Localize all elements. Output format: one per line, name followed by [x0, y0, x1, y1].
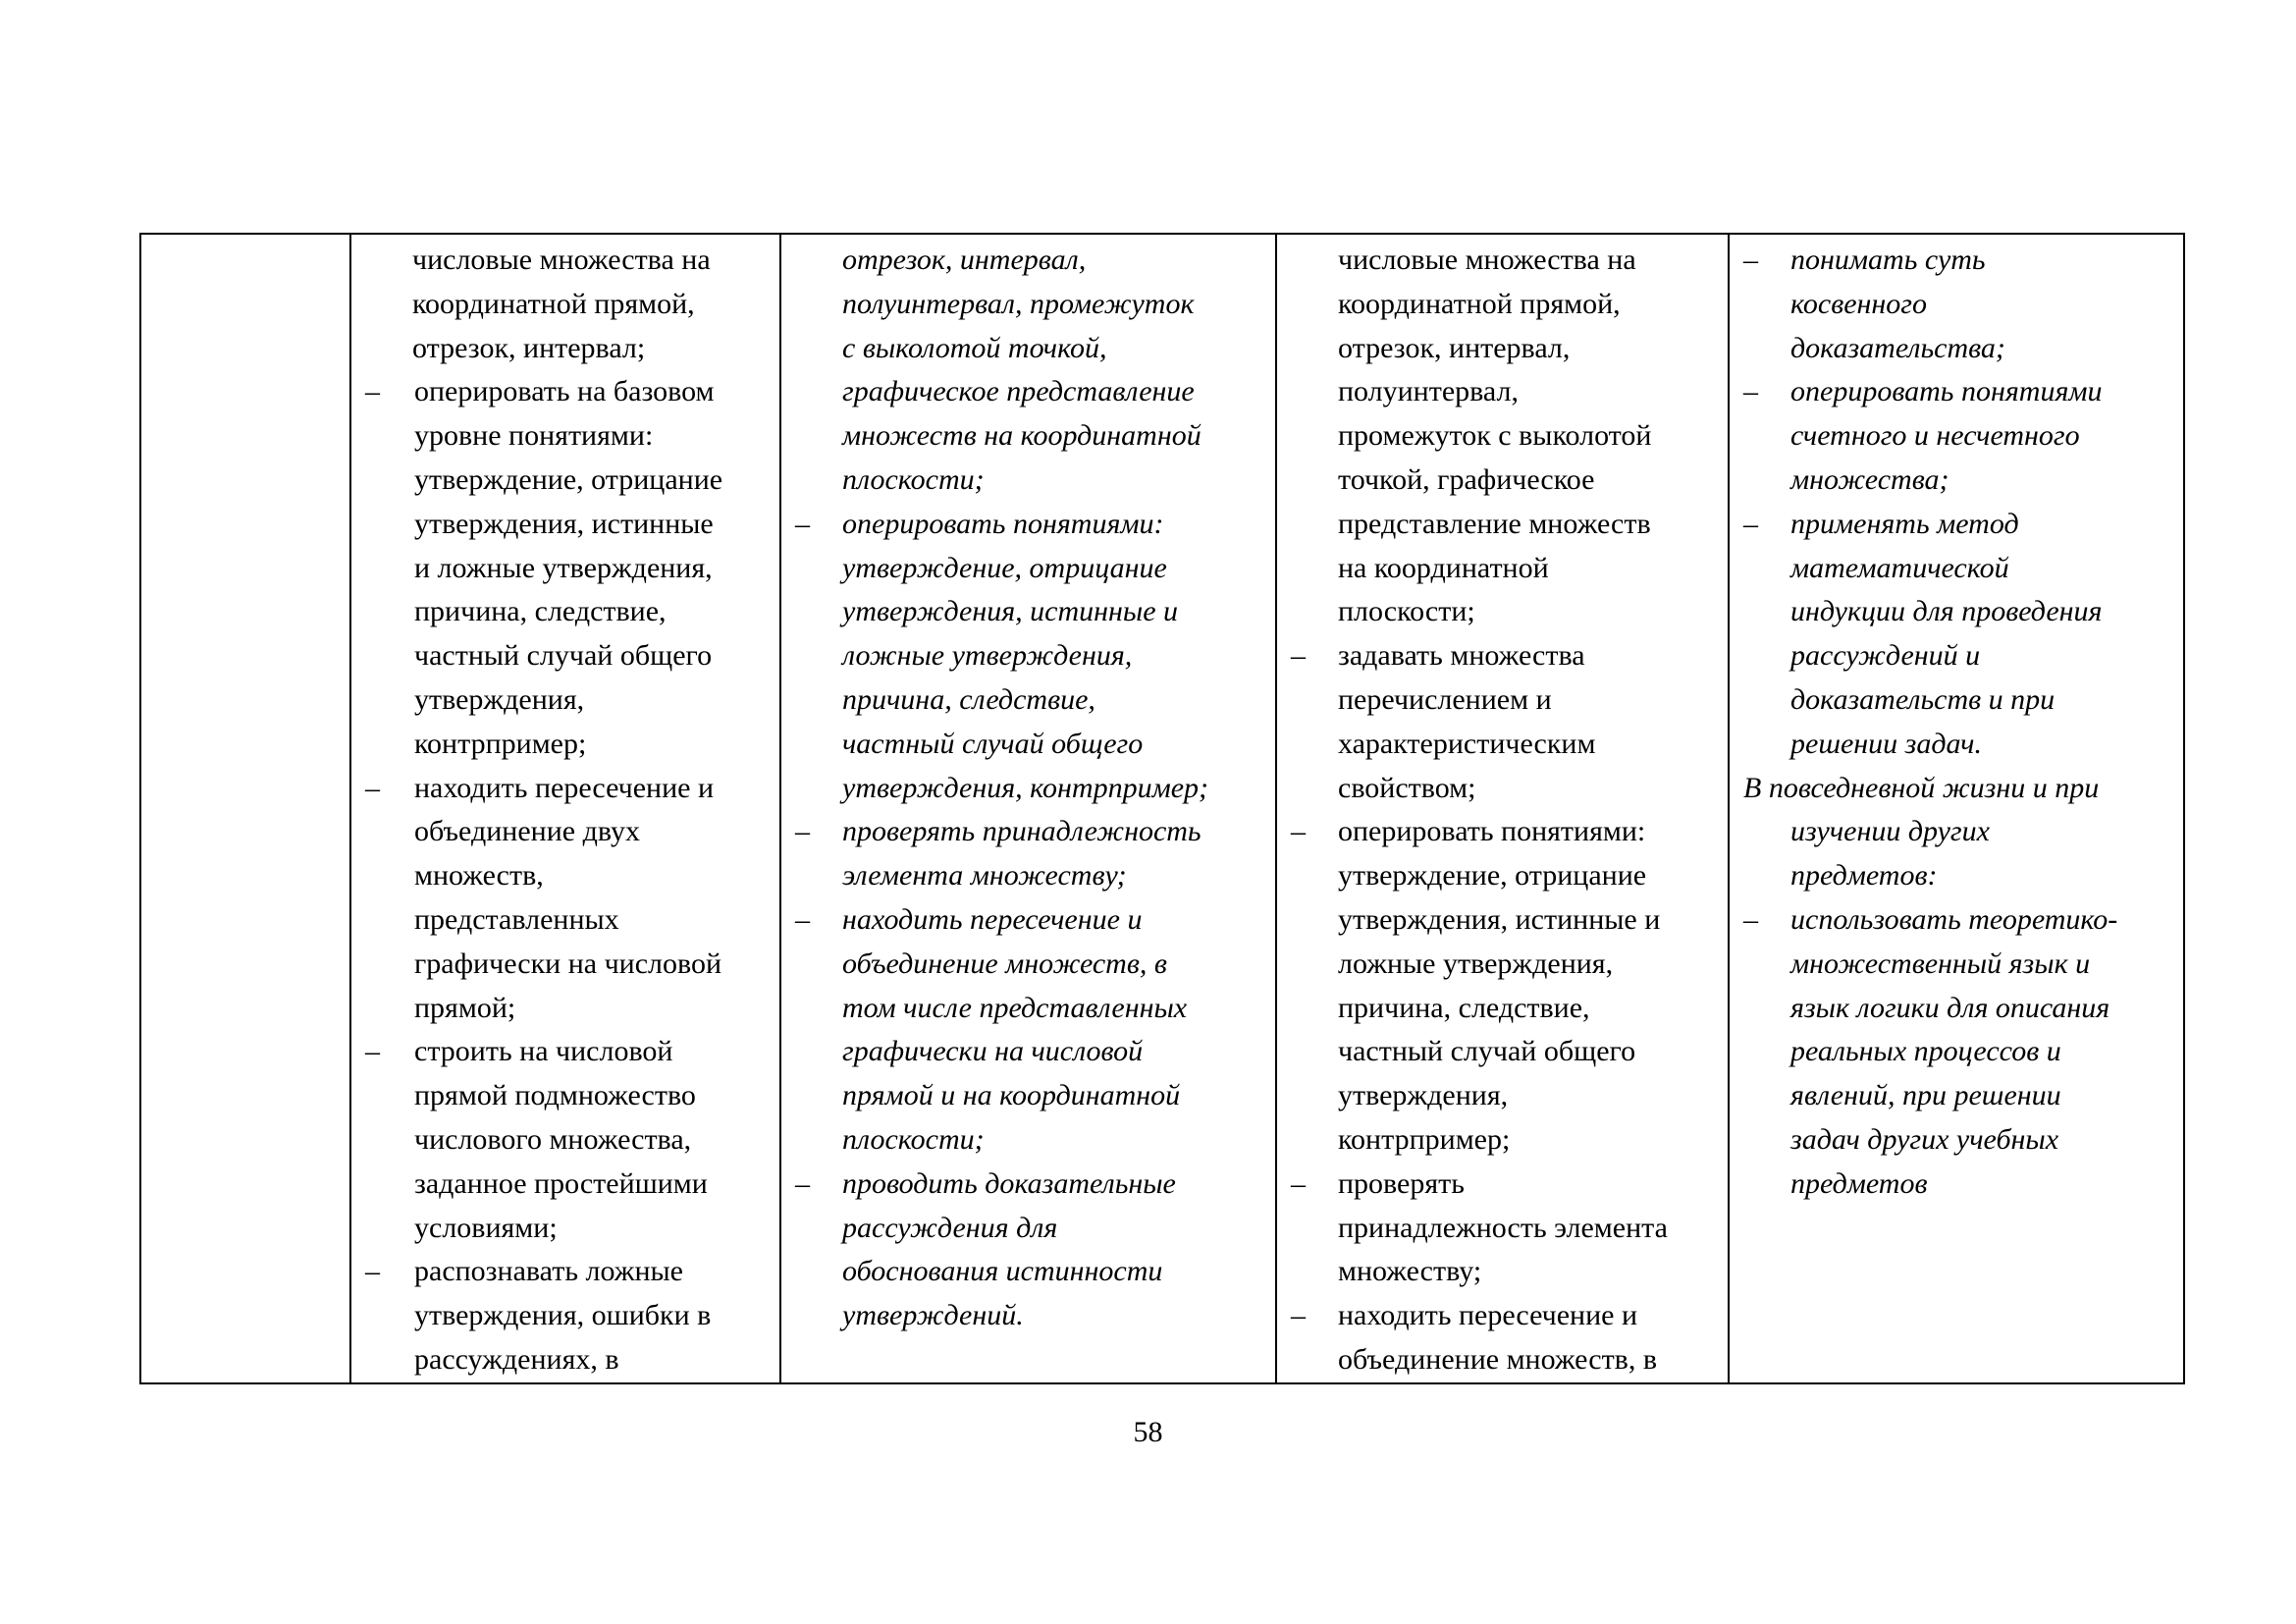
text-line: оперировать понятиями	[1790, 375, 2103, 408]
table-cell-basic-level	[350, 234, 780, 1383]
table-cell-advanced-level	[1276, 234, 1729, 1383]
dash-bullet: –	[1743, 375, 1758, 408]
text-line: координатной прямой,	[412, 287, 695, 320]
text-line: утверждений.	[842, 1299, 1024, 1332]
text-line: представление множеств	[1338, 507, 1651, 540]
text-line: предметов	[1790, 1166, 1928, 1200]
list-item	[1277, 1163, 1728, 1294]
text-line: частный случай общего	[1338, 1035, 1636, 1068]
text-line: числовые множества на	[1338, 244, 1636, 276]
text-line: утверждения, истинные	[414, 507, 714, 540]
text-line: и ложные утверждения,	[414, 551, 713, 584]
table-cell-basic-level-italic	[780, 234, 1276, 1383]
text-line: утверждения, истинные и	[1338, 902, 1661, 936]
text-line: условиями;	[414, 1211, 558, 1244]
text-line: координатной прямой,	[1338, 287, 1621, 320]
dash-bullet: –	[1743, 507, 1758, 540]
dash-bullet: –	[365, 1035, 380, 1068]
curriculum-table	[139, 233, 2185, 1384]
text-line: задач других учебных	[1790, 1122, 2059, 1156]
text-line: множеств на координатной	[842, 419, 1201, 453]
text-line: В повседневной жизни и при	[1743, 771, 2100, 804]
text-line: утверждения,	[414, 682, 585, 716]
list-item	[781, 1163, 1275, 1338]
cell-content	[781, 235, 1275, 1338]
dash-bullet: –	[1291, 639, 1306, 673]
lead-text	[1277, 239, 1728, 634]
list-item	[1730, 239, 2183, 370]
text-line: рассуждениях, в	[414, 1342, 619, 1376]
text-line: графически на числовой	[414, 947, 722, 980]
text-line: множественный язык и	[1790, 947, 2091, 980]
text-line: объединение множеств, в	[842, 947, 1167, 980]
cell-content	[351, 235, 779, 1382]
text-line: элемента множеству;	[842, 859, 1127, 893]
text-line: счетного и несчетного	[1790, 419, 2080, 453]
text-line: контрпример;	[1338, 1122, 1511, 1156]
text-line: рассуждений и	[1790, 639, 1981, 673]
list-item	[1277, 810, 1728, 1162]
text-line: графически на числовой	[842, 1035, 1144, 1068]
dash-bullet: –	[1291, 815, 1306, 848]
text-line: утверждение, отрицание	[1338, 859, 1647, 893]
text-line: причина, следствие,	[842, 682, 1095, 716]
dash-bullet: –	[1291, 1299, 1306, 1332]
table-cell-empty	[140, 234, 350, 1383]
text-line: уровне понятиями:	[414, 419, 654, 453]
text-line: доказательства;	[1790, 331, 2005, 364]
text-line: язык логики для описания	[1790, 991, 2110, 1024]
text-line: строить на числовой	[414, 1035, 673, 1068]
dash-bullet: –	[795, 1166, 810, 1200]
text-line: частный случай общего	[414, 639, 713, 673]
text-line: множеств,	[414, 859, 544, 893]
cell-content	[1730, 235, 2183, 1207]
text-line: ложные утверждения,	[1338, 947, 1614, 980]
text-line: реальных процессов и	[1790, 1035, 2061, 1068]
text-line: находить пересечение и	[842, 902, 1143, 936]
list-item	[1277, 1294, 1728, 1382]
page-number: 58	[1133, 1416, 1163, 1448]
text-line: математической	[1790, 551, 2009, 584]
list-item	[1730, 898, 2183, 1207]
text-line: оперировать понятиями:	[1338, 815, 1646, 848]
text-line: прямой и на координатной	[842, 1079, 1181, 1112]
text-line: проводить доказательные	[842, 1166, 1176, 1200]
dash-bullet: –	[365, 1255, 380, 1288]
lead-text	[351, 239, 779, 370]
text-line: индукции для проведения	[1790, 595, 2103, 628]
text-line: отрезок, интервал,	[842, 244, 1087, 276]
text-line: находить пересечение и	[1338, 1299, 1638, 1332]
text-line: косвенного	[1790, 287, 1928, 320]
text-line: контрпример;	[414, 727, 587, 760]
text-line: рассуждения для	[842, 1211, 1058, 1244]
text-line: числовые множества на	[412, 244, 711, 276]
lead-text	[781, 239, 1275, 503]
text-line: характеристическим	[1338, 727, 1596, 760]
text-line: обоснования истинности	[842, 1255, 1163, 1288]
list-item	[781, 898, 1275, 1163]
text-line: оперировать на базовом	[414, 375, 715, 408]
dash-bullet: –	[365, 375, 380, 408]
text-line: оперировать понятиями:	[842, 507, 1164, 540]
dash-bullet: –	[1291, 1166, 1306, 1200]
dash-bullet: –	[1743, 244, 1758, 276]
text-line: множеству;	[1338, 1255, 1482, 1288]
list-item	[351, 370, 779, 766]
text-line: объединение двух	[414, 815, 640, 848]
text-line: причина, следствие,	[414, 595, 667, 628]
text-line: на координатной	[1338, 551, 1549, 584]
text-line: утверждения,	[1338, 1079, 1509, 1112]
dash-bullet: –	[795, 902, 810, 936]
text-line: утверждение, отрицание	[842, 551, 1167, 584]
text-line: представленных	[414, 902, 619, 936]
text-line: заданное простейшими	[414, 1166, 708, 1200]
text-line: полуинтервал, промежуток	[842, 287, 1195, 320]
text-line: графическое представление	[842, 375, 1195, 408]
text-line: множества;	[1790, 462, 1949, 496]
text-line: находить пересечение и	[414, 771, 715, 804]
text-line: с выколотой точкой,	[842, 331, 1107, 364]
section-heading	[1730, 767, 2183, 898]
text-line: точкой, графическое	[1338, 462, 1595, 496]
text-line: задавать множества	[1338, 639, 1585, 673]
text-line: перечислением и	[1338, 682, 1552, 716]
text-line: утверждения, истинные и	[842, 595, 1179, 628]
text-line: плоскости;	[842, 1122, 985, 1156]
text-line: ложные утверждения,	[842, 639, 1133, 673]
text-line: плоскости;	[842, 462, 985, 496]
text-line: объединение множеств, в	[1338, 1342, 1658, 1376]
text-line: проверять принадлежность	[842, 815, 1201, 848]
table-row	[140, 234, 2184, 1383]
text-line: прямой подмножество	[414, 1079, 696, 1112]
text-line: понимать суть	[1790, 244, 1986, 276]
text-line: числового множества,	[414, 1122, 692, 1156]
text-line: отрезок, интервал,	[1338, 331, 1571, 364]
text-line: промежуток с выколотой	[1338, 419, 1652, 453]
list-item	[1730, 503, 2183, 767]
text-line: причина, следствие,	[1338, 991, 1590, 1024]
text-line: прямой;	[414, 991, 516, 1024]
text-line: изучении других	[1790, 815, 1990, 848]
text-line: решении задач.	[1790, 727, 1982, 760]
text-line: утверждение, отрицание	[414, 462, 723, 496]
list-item	[351, 767, 779, 1031]
text-line: том числе представленных	[842, 991, 1188, 1024]
text-line: утверждения, ошибки в	[414, 1299, 712, 1332]
text-line: свойством;	[1338, 771, 1476, 804]
list-item	[781, 810, 1275, 898]
text-line: применять метод	[1790, 507, 2019, 540]
text-line: распознавать ложные	[414, 1255, 683, 1288]
text-line: предметов:	[1790, 859, 1938, 893]
dash-bullet: –	[795, 507, 810, 540]
text-line: отрезок, интервал;	[412, 331, 646, 364]
text-line: проверять	[1338, 1166, 1465, 1200]
list-item	[351, 1250, 779, 1381]
text-line: полуинтервал,	[1338, 375, 1519, 408]
text-line: явлений, при решении	[1790, 1079, 2061, 1112]
list-item	[781, 503, 1275, 811]
dash-bullet: –	[1743, 902, 1758, 936]
text-line: утверждения, контрпример;	[842, 771, 1209, 804]
text-line: частный случай общего	[842, 727, 1144, 760]
text-line: доказательств и при	[1790, 682, 2056, 716]
cell-content	[1277, 235, 1728, 1382]
list-item	[1730, 370, 2183, 502]
text-line: принадлежность элемента	[1338, 1211, 1668, 1244]
list-item	[1277, 634, 1728, 810]
list-item	[351, 1030, 779, 1250]
text-line: использовать теоретико-	[1790, 902, 2118, 936]
table-cell-advanced-level-italic	[1729, 234, 2184, 1383]
text-line: плоскости;	[1338, 595, 1475, 628]
dash-bullet: –	[795, 815, 810, 848]
dash-bullet: –	[365, 771, 380, 804]
